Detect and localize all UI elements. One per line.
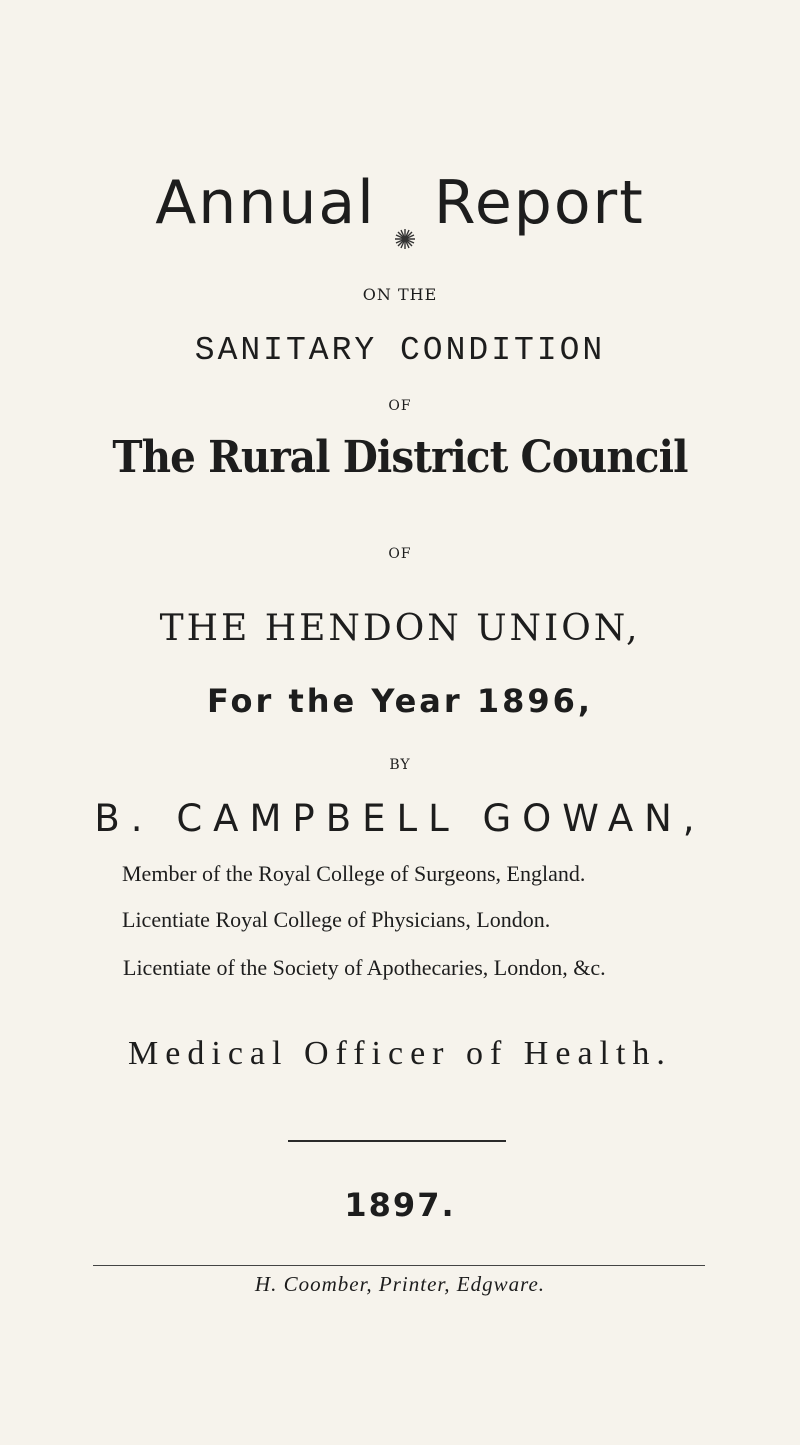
divider	[93, 1265, 705, 1266]
of-label-1: OF	[388, 398, 412, 414]
asterisk-ornament-icon	[394, 195, 416, 217]
office-title: Medical Officer of Health.	[128, 1035, 672, 1072]
report-title	[0, 168, 800, 238]
union-heading: THE HENDON UNION,	[159, 608, 641, 649]
printer-imprint: H. Coomber, Printer, Edgware.	[254, 1272, 546, 1296]
report-year-line: For the Year 1896,	[206, 682, 594, 720]
publication-year: 1897.	[344, 1186, 456, 1224]
credential-line: Licentiate of the Society of Apothecaries, London, &c.	[123, 955, 606, 980]
by-label: BY	[389, 757, 411, 773]
title-word-annual: Annual	[155, 168, 376, 238]
of-label-2: OF	[388, 546, 412, 562]
credential-line: Member of the Royal College of Surgeons, England.	[122, 861, 586, 886]
credential-line: Licentiate Royal College of Physicians, London.	[122, 907, 551, 932]
on-the-label: ON THE	[362, 285, 438, 304]
title-word-report: Report	[433, 168, 645, 238]
divider	[288, 1140, 506, 1142]
sanitary-condition-heading: SANITARY CONDITION	[194, 332, 606, 369]
council-heading: The Rural District Council	[112, 432, 688, 483]
author-name: B. CAMPBELL GOWAN,	[94, 797, 706, 840]
